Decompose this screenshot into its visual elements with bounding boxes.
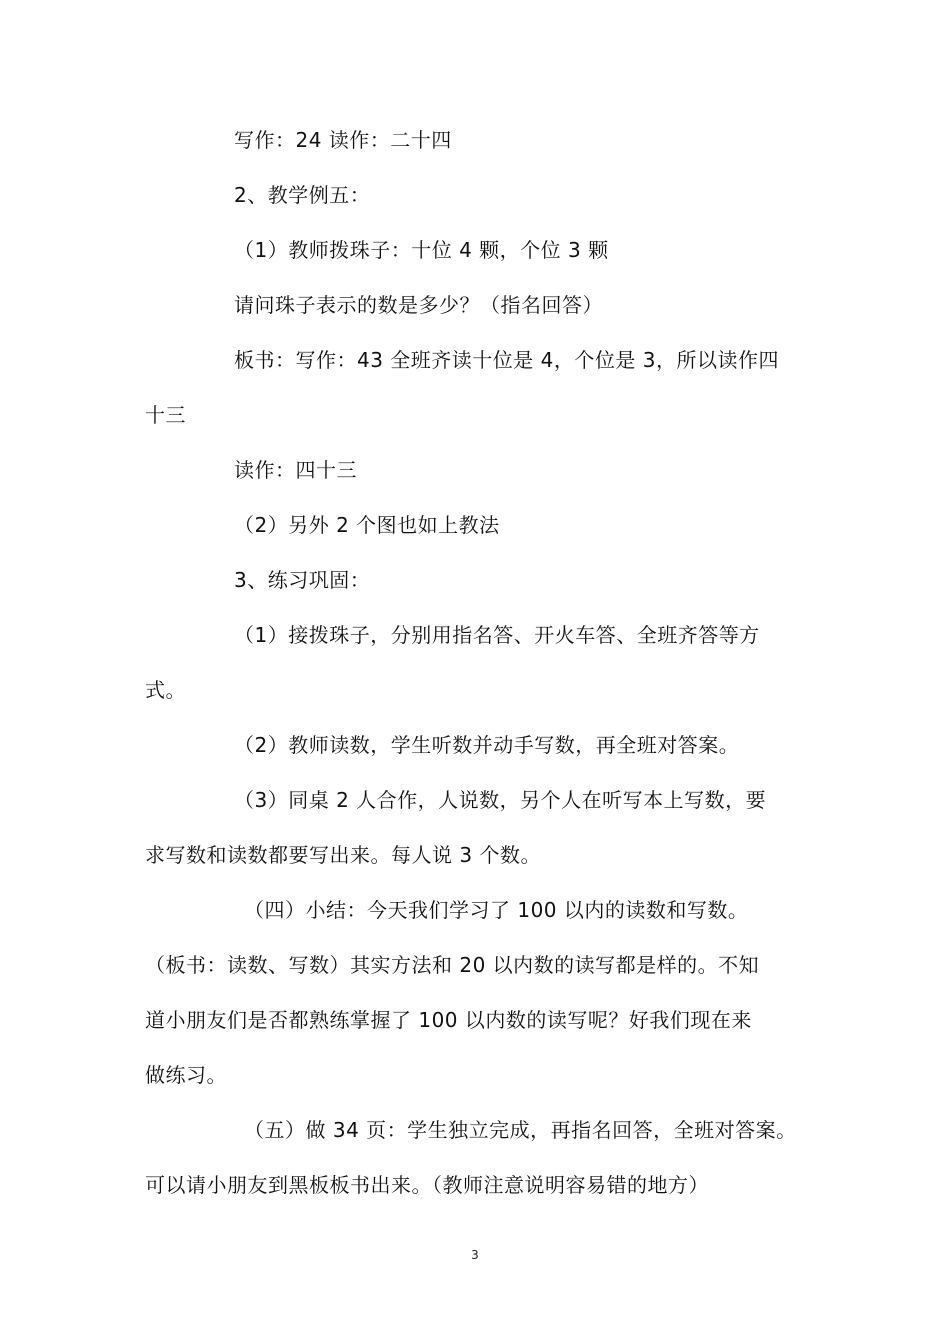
text-line: （板书：读数、写数）其实方法和 20 以内数的读写都是样的。不知 [145, 953, 760, 977]
text-line: 写作：24 读作：二十四 [234, 128, 452, 152]
text-line: 可以请小朋友到黑板板书出来。（教师注意说明容易错的地方） [145, 1173, 709, 1197]
document-body [145, 116, 825, 1216]
text-line: 式。 [145, 678, 186, 702]
text-line: （五）做 34 页：学生独立完成，再指名回答，全班对答案。 [244, 1118, 797, 1142]
text-line: （1）教师拨珠子：十位 4 颗，个位 3 颗 [234, 238, 609, 262]
text-line: 求写数和读数都要写出来。每人说 3 个数。 [145, 843, 541, 867]
text-line: 板书：写作：43 全班齐读十位是 4，个位是 3，所以读作四 [234, 348, 779, 372]
text-line: 请问珠子表示的数是多少？（指名回答） [234, 293, 603, 317]
text-line: 2、教学例五： [234, 183, 371, 207]
text-line: 读作：四十三 [234, 458, 357, 482]
text-line: （3）同桌 2 人合作，人说数，另个人在听写本上写数，要 [234, 788, 767, 812]
page-number: 3 [471, 1248, 479, 1262]
text-line: 十三 [145, 403, 186, 427]
text-line: （1）接拨珠子，分别用指名答、开火车答、全班齐答等方 [234, 623, 760, 647]
text-line: （2）教师读数，学生听数并动手写数，再全班对答案。 [234, 733, 740, 757]
text-line: 3、练习巩固： [234, 568, 371, 592]
text-line: （四）小结：今天我们学习了 100 以内的读数和写数。 [244, 898, 749, 922]
text-line: 道小朋友们是否都熟练掌握了 100 以内数的读写呢？好我们现在来 [145, 1008, 752, 1032]
text-line: 做练习。 [145, 1063, 227, 1087]
text-line: （2）另外 2 个图也如上教法 [234, 513, 500, 537]
